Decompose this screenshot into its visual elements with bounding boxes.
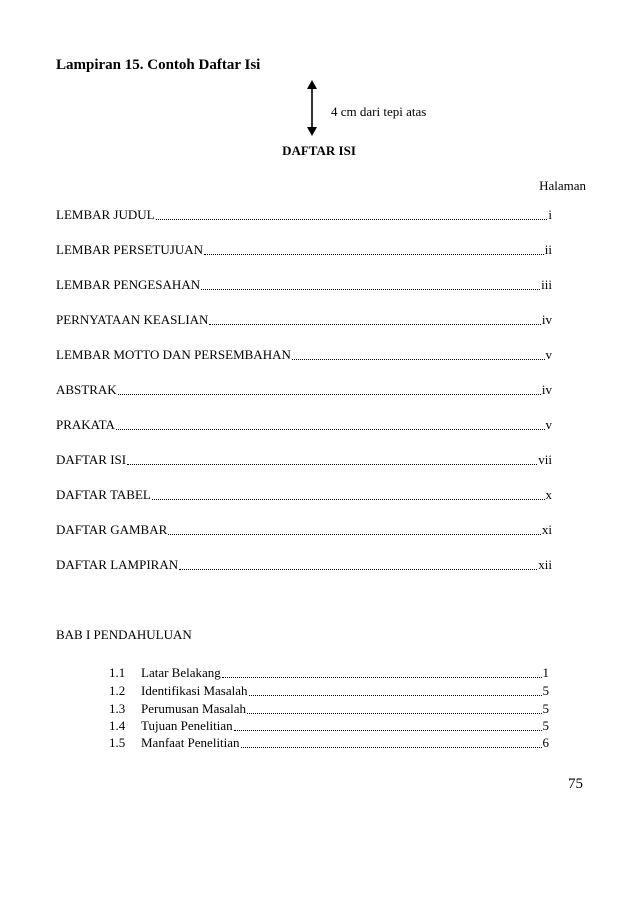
toc-entry-page: vii (538, 452, 552, 467)
toc-entry-page: v (545, 417, 552, 432)
section-page: 1 (542, 665, 549, 680)
dot-leader (249, 685, 542, 696)
dot-leader (179, 559, 537, 570)
toc-entry-page: iv (541, 382, 552, 397)
dot-leader (234, 720, 542, 731)
toc-entry-page: ii (544, 242, 552, 257)
toc-title-text: DAFTAR ISI (282, 143, 356, 158)
toc-entry-label: DAFTAR ISI (56, 452, 127, 467)
toc-entry-label: PRAKATA (56, 417, 115, 432)
dot-leader (292, 349, 545, 360)
section-number: 1.3 (109, 701, 126, 716)
toc-entry-label: DAFTAR GAMBAR (56, 522, 168, 537)
dot-leader (127, 454, 537, 465)
toc-entry (56, 452, 552, 468)
toc-entry-label: ABSTRAK (56, 382, 117, 397)
section-entry (109, 701, 549, 717)
section-page: 5 (542, 683, 549, 698)
dot-leader (204, 244, 544, 255)
toc-entry-label: LEMBAR MOTTO DAN PERSEMBAHAN (56, 347, 291, 362)
section-label: Manfaat Penelitian (141, 735, 240, 750)
dot-leader (201, 279, 540, 290)
dot-leader (116, 419, 545, 430)
section-number: 1.1 (109, 665, 126, 680)
toc-entry-label: PERNYATAAN KEASLIAN (56, 312, 209, 327)
toc-entry (56, 207, 552, 223)
toc-entry-page: v (545, 347, 552, 362)
page-heading: Lampiran 15. Contoh Daftar Isi (56, 57, 261, 73)
margin-note: 4 cm dari tepi atas (331, 104, 427, 119)
dot-leader (168, 524, 541, 535)
section-entry (109, 735, 549, 751)
dot-leader (156, 209, 548, 220)
toc-entry-label: DAFTAR TABEL (56, 487, 151, 502)
double-arrow-icon (304, 80, 320, 136)
section-entry (109, 665, 549, 681)
toc-entry (56, 522, 552, 538)
section-page: 5 (542, 701, 549, 716)
toc-entry-page: i (548, 207, 552, 222)
toc-entry-page: x (545, 487, 552, 502)
section-label: Identifikasi Masalah (141, 683, 248, 698)
section-entry (109, 683, 549, 699)
dot-leader (241, 737, 542, 748)
section-label: Perumusan Masalah (141, 701, 247, 716)
toc-entry (56, 382, 552, 398)
column-header-halaman: Halaman (539, 178, 586, 193)
dot-leader (247, 703, 541, 714)
toc-entry-page: iii (541, 277, 552, 292)
dot-leader (118, 384, 541, 395)
toc-entry (56, 557, 552, 573)
toc-entry (56, 312, 552, 328)
section-entry (109, 718, 549, 734)
dot-leader (152, 489, 545, 500)
section-number: 1.4 (109, 718, 126, 733)
toc-entry (56, 242, 552, 258)
dot-leader (209, 314, 540, 325)
section-label: Latar Belakang (141, 665, 221, 680)
section-number: 1.2 (109, 683, 126, 698)
toc-entry-label: LEMBAR PERSETUJUAN (56, 242, 203, 257)
toc-entry-label: LEMBAR PENGESAHAN (56, 277, 201, 292)
toc-entry-page: xi (541, 522, 552, 537)
section-page: 5 (542, 718, 549, 733)
dot-leader (222, 667, 542, 678)
toc-entry-label: LEMBAR JUDUL (56, 207, 155, 222)
section-label: Tujuan Penelitian (141, 718, 233, 733)
toc-entry (56, 417, 552, 433)
toc-entry-page: iv (541, 312, 552, 327)
section-page: 6 (542, 735, 549, 750)
toc-entry (56, 277, 552, 293)
toc-title (0, 143, 638, 159)
toc-entry (56, 487, 552, 503)
toc-entry-label: DAFTAR LAMPIRAN (56, 557, 179, 572)
toc-entry (56, 347, 552, 363)
chapter-title: BAB I PENDAHULUAN (56, 627, 192, 642)
page-number: 75 (568, 776, 583, 792)
section-number: 1.5 (109, 735, 126, 750)
toc-entry-page: xii (538, 557, 552, 572)
